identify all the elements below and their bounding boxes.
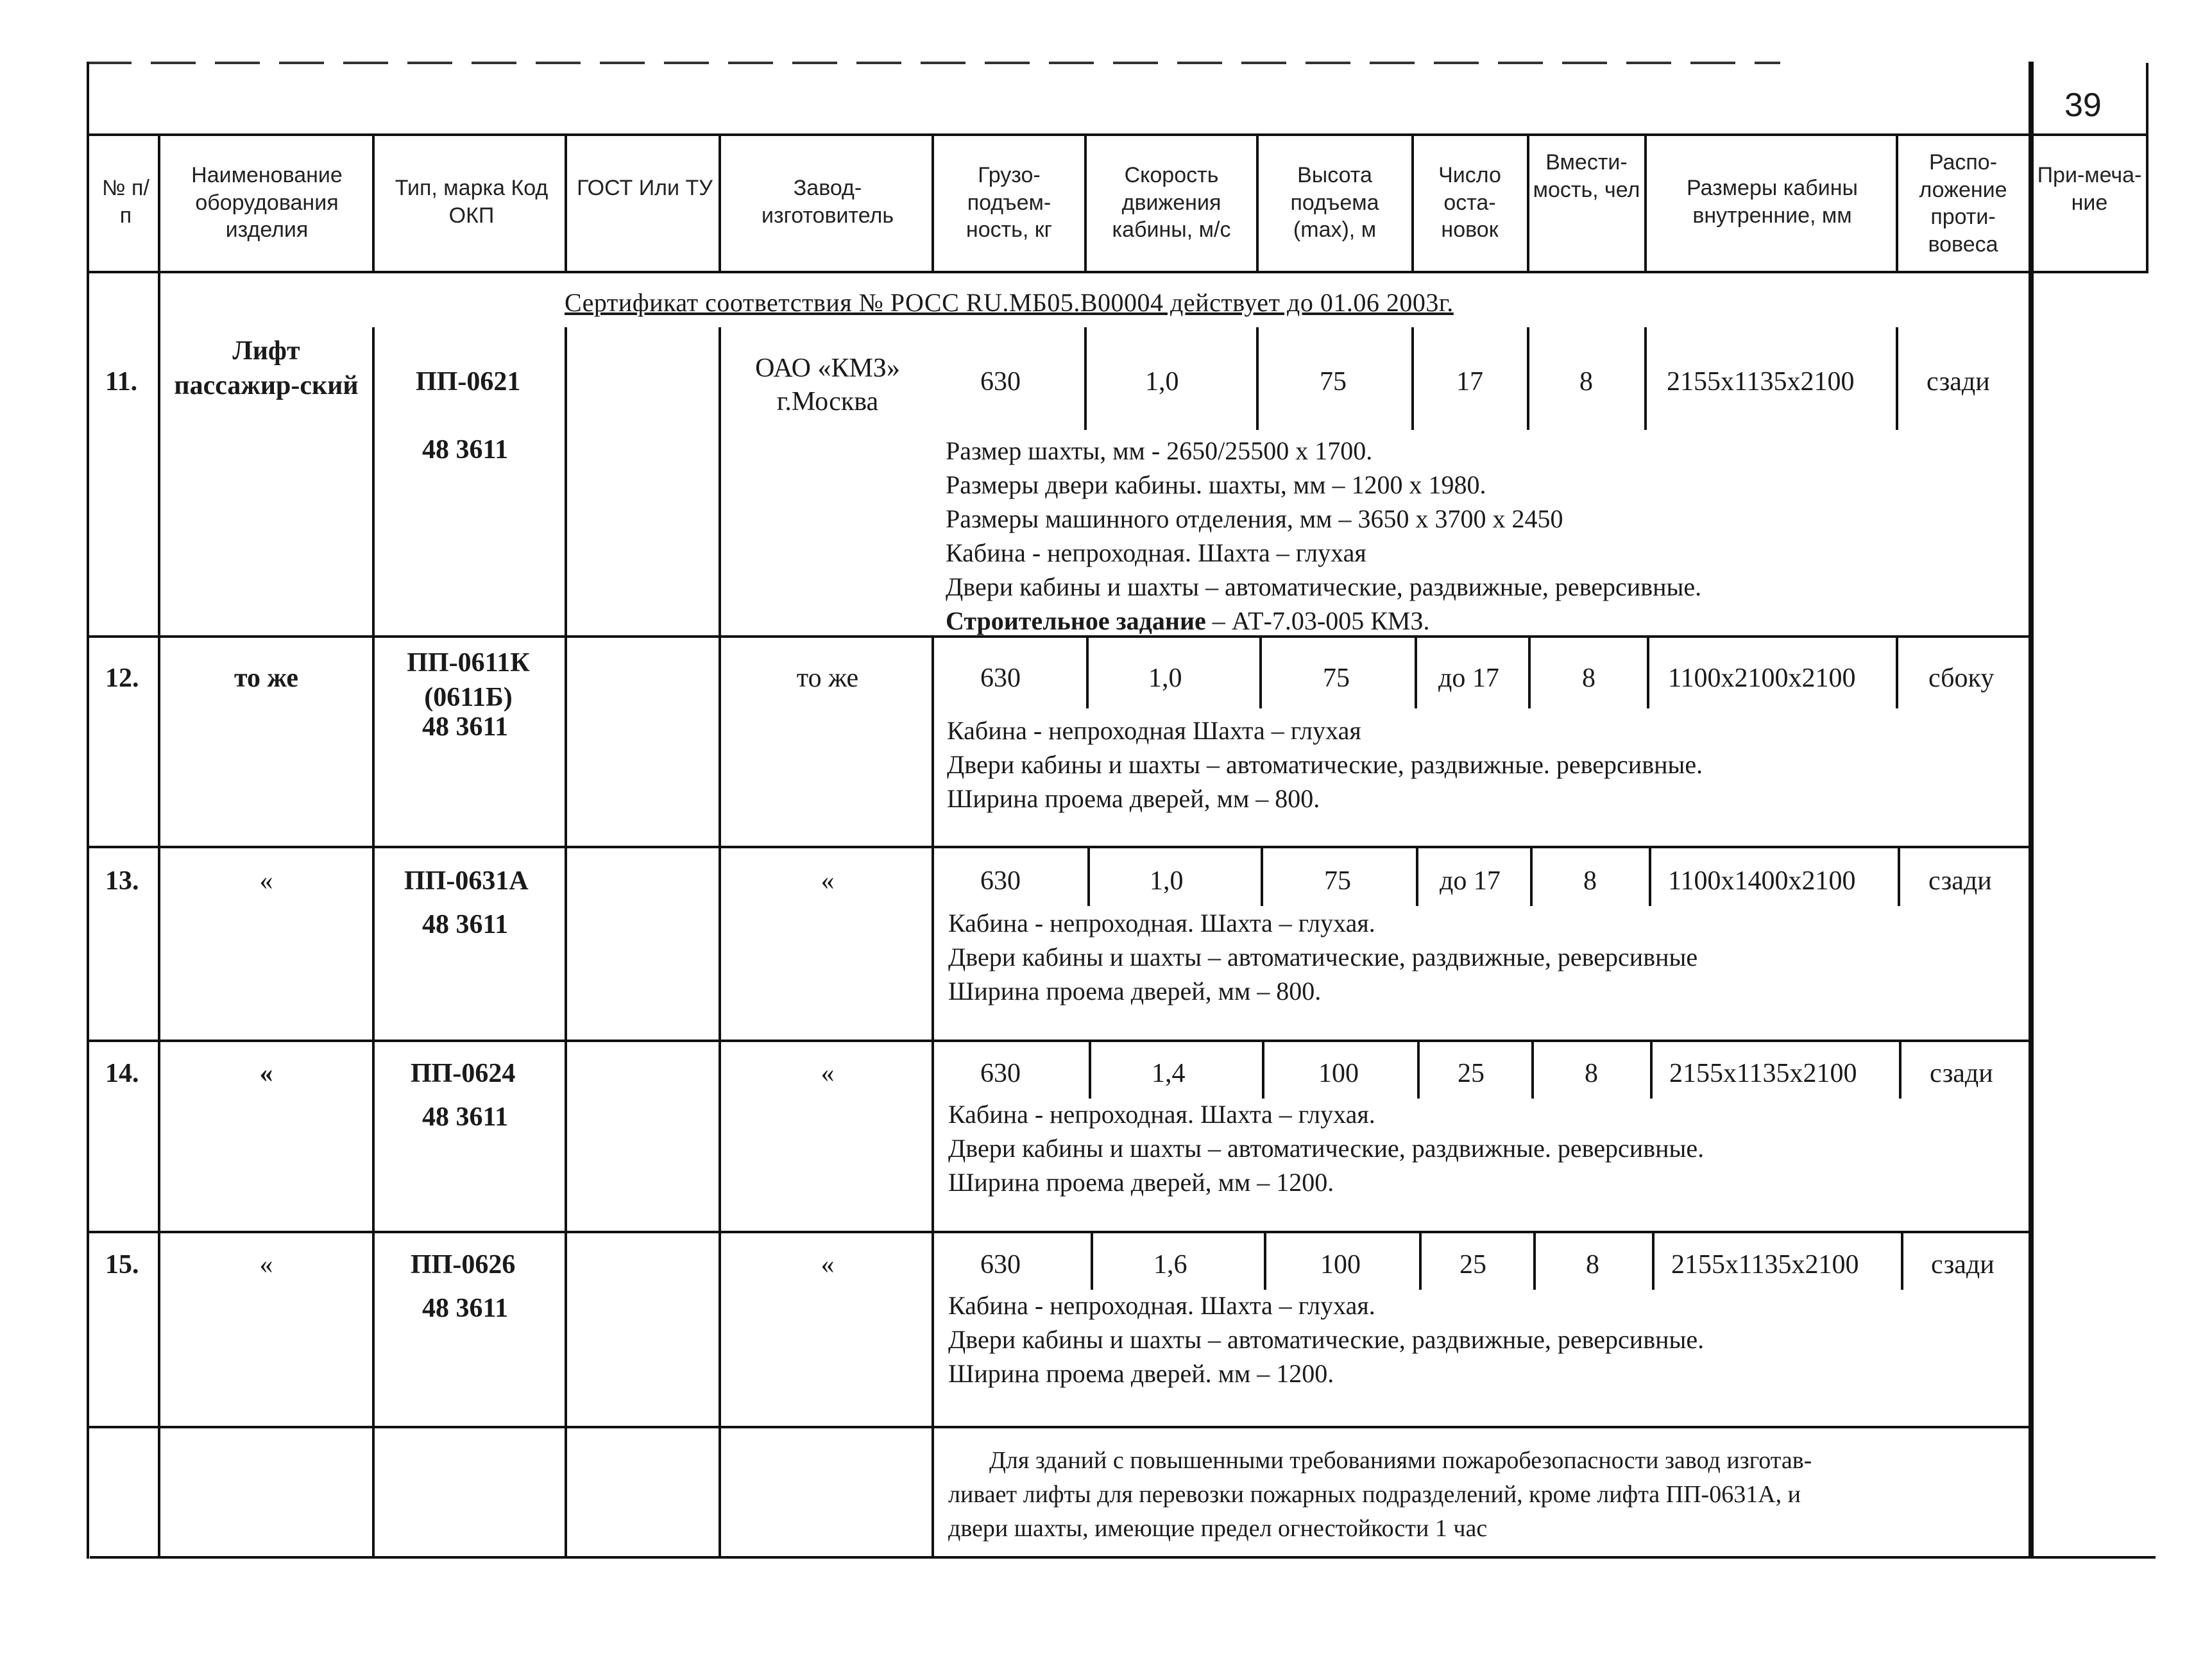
table-bottom-rule: [90, 1556, 2156, 1559]
desc-line: Кабина - непроходная Шахта – глухая: [947, 716, 1361, 745]
row-14-cabin: 2155x1135x2100: [1669, 1059, 1857, 1088]
footnote: [948, 1444, 1812, 1546]
cell-div: [1264, 1233, 1266, 1290]
row-12-name: то же: [234, 663, 299, 693]
row-14-load: 630: [980, 1059, 1021, 1088]
page-number: 39: [2064, 87, 2102, 124]
row-15-num: 15.: [105, 1250, 139, 1280]
desc-line: Кабина - непроходная. Шахта – глухая: [946, 538, 1366, 567]
desc-line: Кабина - непроходная. Шахта – глухая.: [948, 1100, 1375, 1129]
cell-div: [1652, 1233, 1655, 1290]
row-15-capacity: 8: [1586, 1250, 1599, 1280]
row-14-maker: «: [821, 1059, 835, 1088]
cell-div: [1528, 638, 1531, 708]
cell-div: [1899, 1042, 1901, 1099]
cell-div: [1896, 638, 1898, 708]
cell-div: [1417, 1042, 1420, 1099]
row-13-okp: 48 3611: [422, 910, 509, 939]
cell-div: [1644, 327, 1647, 430]
cell-div: [1531, 1042, 1534, 1099]
header-top-rule: [87, 133, 2148, 136]
cell-div: [1416, 848, 1418, 906]
cell-div: [1084, 327, 1087, 430]
row-11-num: 11.: [105, 367, 138, 397]
row-13-cabin: 1100x1400x2100: [1668, 866, 1856, 896]
row-14-counterweight: сзади: [1930, 1059, 1993, 1088]
desc-line: Размеры двери кабины. шахты, мм – 1200 x 1980.: [946, 470, 1486, 499]
row-15-okp: 48 3611: [422, 1294, 509, 1323]
col-div-2: [372, 133, 375, 273]
row-12-load: 630: [980, 663, 1021, 693]
col-div-4: [719, 133, 721, 273]
row-15-cabin: 2155x1135x2100: [1671, 1250, 1859, 1280]
row-11-capacity: 8: [1579, 367, 1593, 397]
row-13-type: ПП-0631А: [404, 866, 529, 896]
cell-div: [1259, 638, 1262, 708]
header-name: Наименование оборудования изделия: [191, 163, 343, 242]
cell-div: [1527, 327, 1529, 430]
col-div-3: [565, 133, 567, 273]
row-11-name: Лифт пассажир-ский: [174, 336, 359, 400]
row-12-maker: то же: [796, 663, 859, 693]
row-14-height: 100: [1318, 1059, 1359, 1088]
row-12-counterweight: сбоку: [1928, 663, 1995, 693]
row-15-counterweight: сзади: [1931, 1250, 1995, 1280]
desc-line: Двери кабины и шахты – автоматические, раздвижные, реверсивные.: [946, 572, 1702, 601]
row-13-description: [948, 906, 1697, 1008]
certificate-line: Сертификат соответствия № РОСС RU.МБ05.В00004 действует до 01.06 2003г.: [565, 288, 1454, 317]
cell-div: [1256, 327, 1259, 430]
header-bottom-rule: [87, 271, 2148, 273]
cell-div: [1896, 327, 1898, 430]
row-13-height: 75: [1324, 866, 1351, 896]
frame-right: [2031, 62, 2034, 1559]
header-type: Тип, марка Код ОКП: [395, 176, 549, 228]
header-load: Грузо-подъем-ность, кг: [966, 163, 1053, 242]
row-12-okp: 48 3611: [422, 712, 509, 742]
body-div-gost: [565, 327, 567, 1558]
row-13-capacity: 8: [1583, 866, 1597, 896]
row-11-maker: ОАО «КМЗ» г.Москва: [755, 354, 900, 416]
desc-line: Ширина проема дверей. мм – 1200.: [948, 1359, 1334, 1388]
top-dashed-rule: [87, 62, 1780, 64]
cell-div: [1087, 848, 1090, 906]
cell-div: [1901, 1233, 1903, 1290]
row-15-description: [948, 1288, 1704, 1391]
col-div-7: [1256, 133, 1259, 273]
row-15-speed: 1,6: [1153, 1250, 1187, 1280]
row-15-stops: 25: [1459, 1250, 1486, 1280]
row-11-height: 75: [1320, 367, 1347, 397]
row-11-cabin: 2155x1135x2100: [1667, 367, 1855, 397]
cell-div: [1530, 848, 1533, 906]
row-12-stops: до 17: [1438, 663, 1499, 693]
footnote-line: Для зданий с повышенными требованиями пожаробезопасности завод изготав-: [989, 1447, 1812, 1474]
row-14-stops: 25: [1458, 1059, 1485, 1088]
row-11-counterweight: сзади: [1927, 367, 1990, 397]
header-num: № п/п: [102, 176, 149, 228]
footnote-line: двери шахты, имеющие предел огнестойкости 1 час: [948, 1515, 1488, 1542]
row-14-description: [948, 1097, 1704, 1199]
body-div-maker: [719, 327, 721, 1558]
body-div-data: [932, 635, 934, 1558]
task-label: Строительное задание: [946, 606, 1206, 635]
cell-div: [1533, 1233, 1536, 1290]
remarks-right: [2146, 63, 2148, 273]
remarks-left: [2029, 62, 2031, 1559]
desc-line: Двери кабины и шахты – автоматические, раздвижные. реверсивные.: [948, 1134, 1705, 1163]
desc-line: Кабина - непроходная. Шахта – глухая.: [948, 1291, 1375, 1320]
cell-div: [1091, 1233, 1093, 1290]
row-14-speed: 1,4: [1152, 1059, 1186, 1088]
row-15-load: 630: [980, 1250, 1021, 1280]
row-13-stops: до 17: [1440, 866, 1501, 896]
row-sep-12: [87, 846, 2031, 848]
cell-div: [1898, 848, 1900, 906]
col-div-11: [1896, 133, 1898, 273]
desc-line: Кабина - непроходная. Шахта – глухая.: [948, 909, 1375, 937]
row-11-type: ПП-0621: [416, 367, 521, 397]
cell-div: [1089, 1042, 1091, 1099]
col-div-5: [932, 133, 934, 273]
header-stops: Число оста-новок: [1438, 163, 1501, 242]
col-div-8: [1411, 133, 1414, 273]
header-cabin-size: Размеры кабины внутренние, мм: [1687, 176, 1858, 228]
row-14-name: «: [259, 1059, 273, 1088]
row-sep-13: [87, 1040, 2031, 1042]
row-12-type: ПП-0611К (0611Б): [407, 648, 530, 712]
task-value: – АТ-7.03-005 КМЗ.: [1205, 606, 1430, 635]
row-15-maker: «: [821, 1250, 835, 1280]
desc-line: Двери кабины и шахты – автоматические, раздвижные, реверсивные: [948, 943, 1698, 971]
header-speed: Скорость движения кабины, м/с: [1112, 163, 1231, 242]
row-13-load: 630: [980, 866, 1021, 896]
header-maker: Завод-изготовитель: [761, 176, 894, 228]
cell-div: [1262, 1042, 1264, 1099]
cell-div: [1650, 1042, 1653, 1099]
col-div-10: [1644, 133, 1647, 273]
row-13-name: «: [259, 866, 273, 896]
header-counterweight: Распо-ложение проти-вовеса: [1919, 150, 2007, 257]
desc-line: Ширина проема дверей, мм – 800.: [947, 784, 1320, 813]
cell-div: [1649, 848, 1651, 906]
row-12-height: 75: [1323, 663, 1350, 693]
row-11-okp: 48 3611: [422, 435, 509, 465]
header-gost: ГОСТ Или ТУ: [577, 176, 713, 200]
body-div-type: [372, 327, 375, 1558]
row-14-okp: 48 3611: [422, 1102, 509, 1132]
desc-line-task: [946, 604, 1701, 638]
desc-line: Двери кабины и шахты – автоматические, раздвижные, реверсивные.: [948, 1325, 1705, 1354]
row-11-description: [946, 434, 1701, 638]
row-11-load: 630: [980, 367, 1021, 397]
row-13-counterweight: сзади: [1928, 866, 1992, 896]
desc-line: Двери кабины и шахты – автоматические, раздвижные. реверсивные.: [947, 750, 1703, 779]
row-11-stops: 17: [1456, 367, 1483, 397]
cell-div: [1647, 638, 1649, 708]
row-13-maker: «: [821, 866, 835, 896]
row-15-height: 100: [1320, 1250, 1361, 1280]
header-height: Высота подъема (max), м: [1290, 163, 1379, 242]
row-15-name: «: [259, 1250, 273, 1280]
cell-div: [1411, 327, 1414, 430]
desc-line: Ширина проема дверей, мм – 1200.: [948, 1168, 1334, 1197]
row-sep-15: [87, 1426, 2031, 1428]
row-14-capacity: 8: [1585, 1059, 1598, 1088]
col-div-6: [1084, 133, 1087, 273]
row-13-num: 13.: [105, 866, 139, 896]
row-12-cabin: 1100x2100x2100: [1668, 663, 1856, 693]
desc-line: Размер шахты, мм - 2650/25500 x 1700.: [946, 436, 1373, 465]
col-div-9: [1527, 133, 1529, 273]
header-remarks: При-меча-ние: [2037, 163, 2142, 215]
cell-div: [1419, 1233, 1422, 1290]
row-15-type: ПП-0626: [411, 1250, 516, 1280]
desc-line: Ширина проема дверей, мм – 800.: [948, 977, 1322, 1006]
row-12-speed: 1,0: [1148, 663, 1182, 693]
footnote-line: ливает лифты для перевозки пожарных подразделений, кроме лифта ПП-0631А, и: [948, 1481, 1801, 1508]
frame-left: [87, 62, 89, 1559]
row-sep-14: [87, 1231, 2031, 1233]
row-12-capacity: 8: [1582, 663, 1595, 693]
cell-div: [1086, 638, 1089, 708]
row-14-num: 14.: [105, 1059, 139, 1088]
row-12-description: [947, 714, 1703, 816]
row-14-type: ПП-0624: [411, 1059, 516, 1088]
row-12-num: 12.: [105, 663, 139, 693]
cell-div: [1261, 848, 1263, 906]
row-13-speed: 1,0: [1150, 866, 1184, 896]
cell-div: [1415, 638, 1417, 708]
desc-line: Размеры машинного отделения, мм – 3650 x 3700 x 2450: [946, 504, 1563, 533]
header-capacity: Вмести-мость, чел: [1533, 150, 1640, 202]
row-11-speed: 1,0: [1145, 367, 1179, 397]
